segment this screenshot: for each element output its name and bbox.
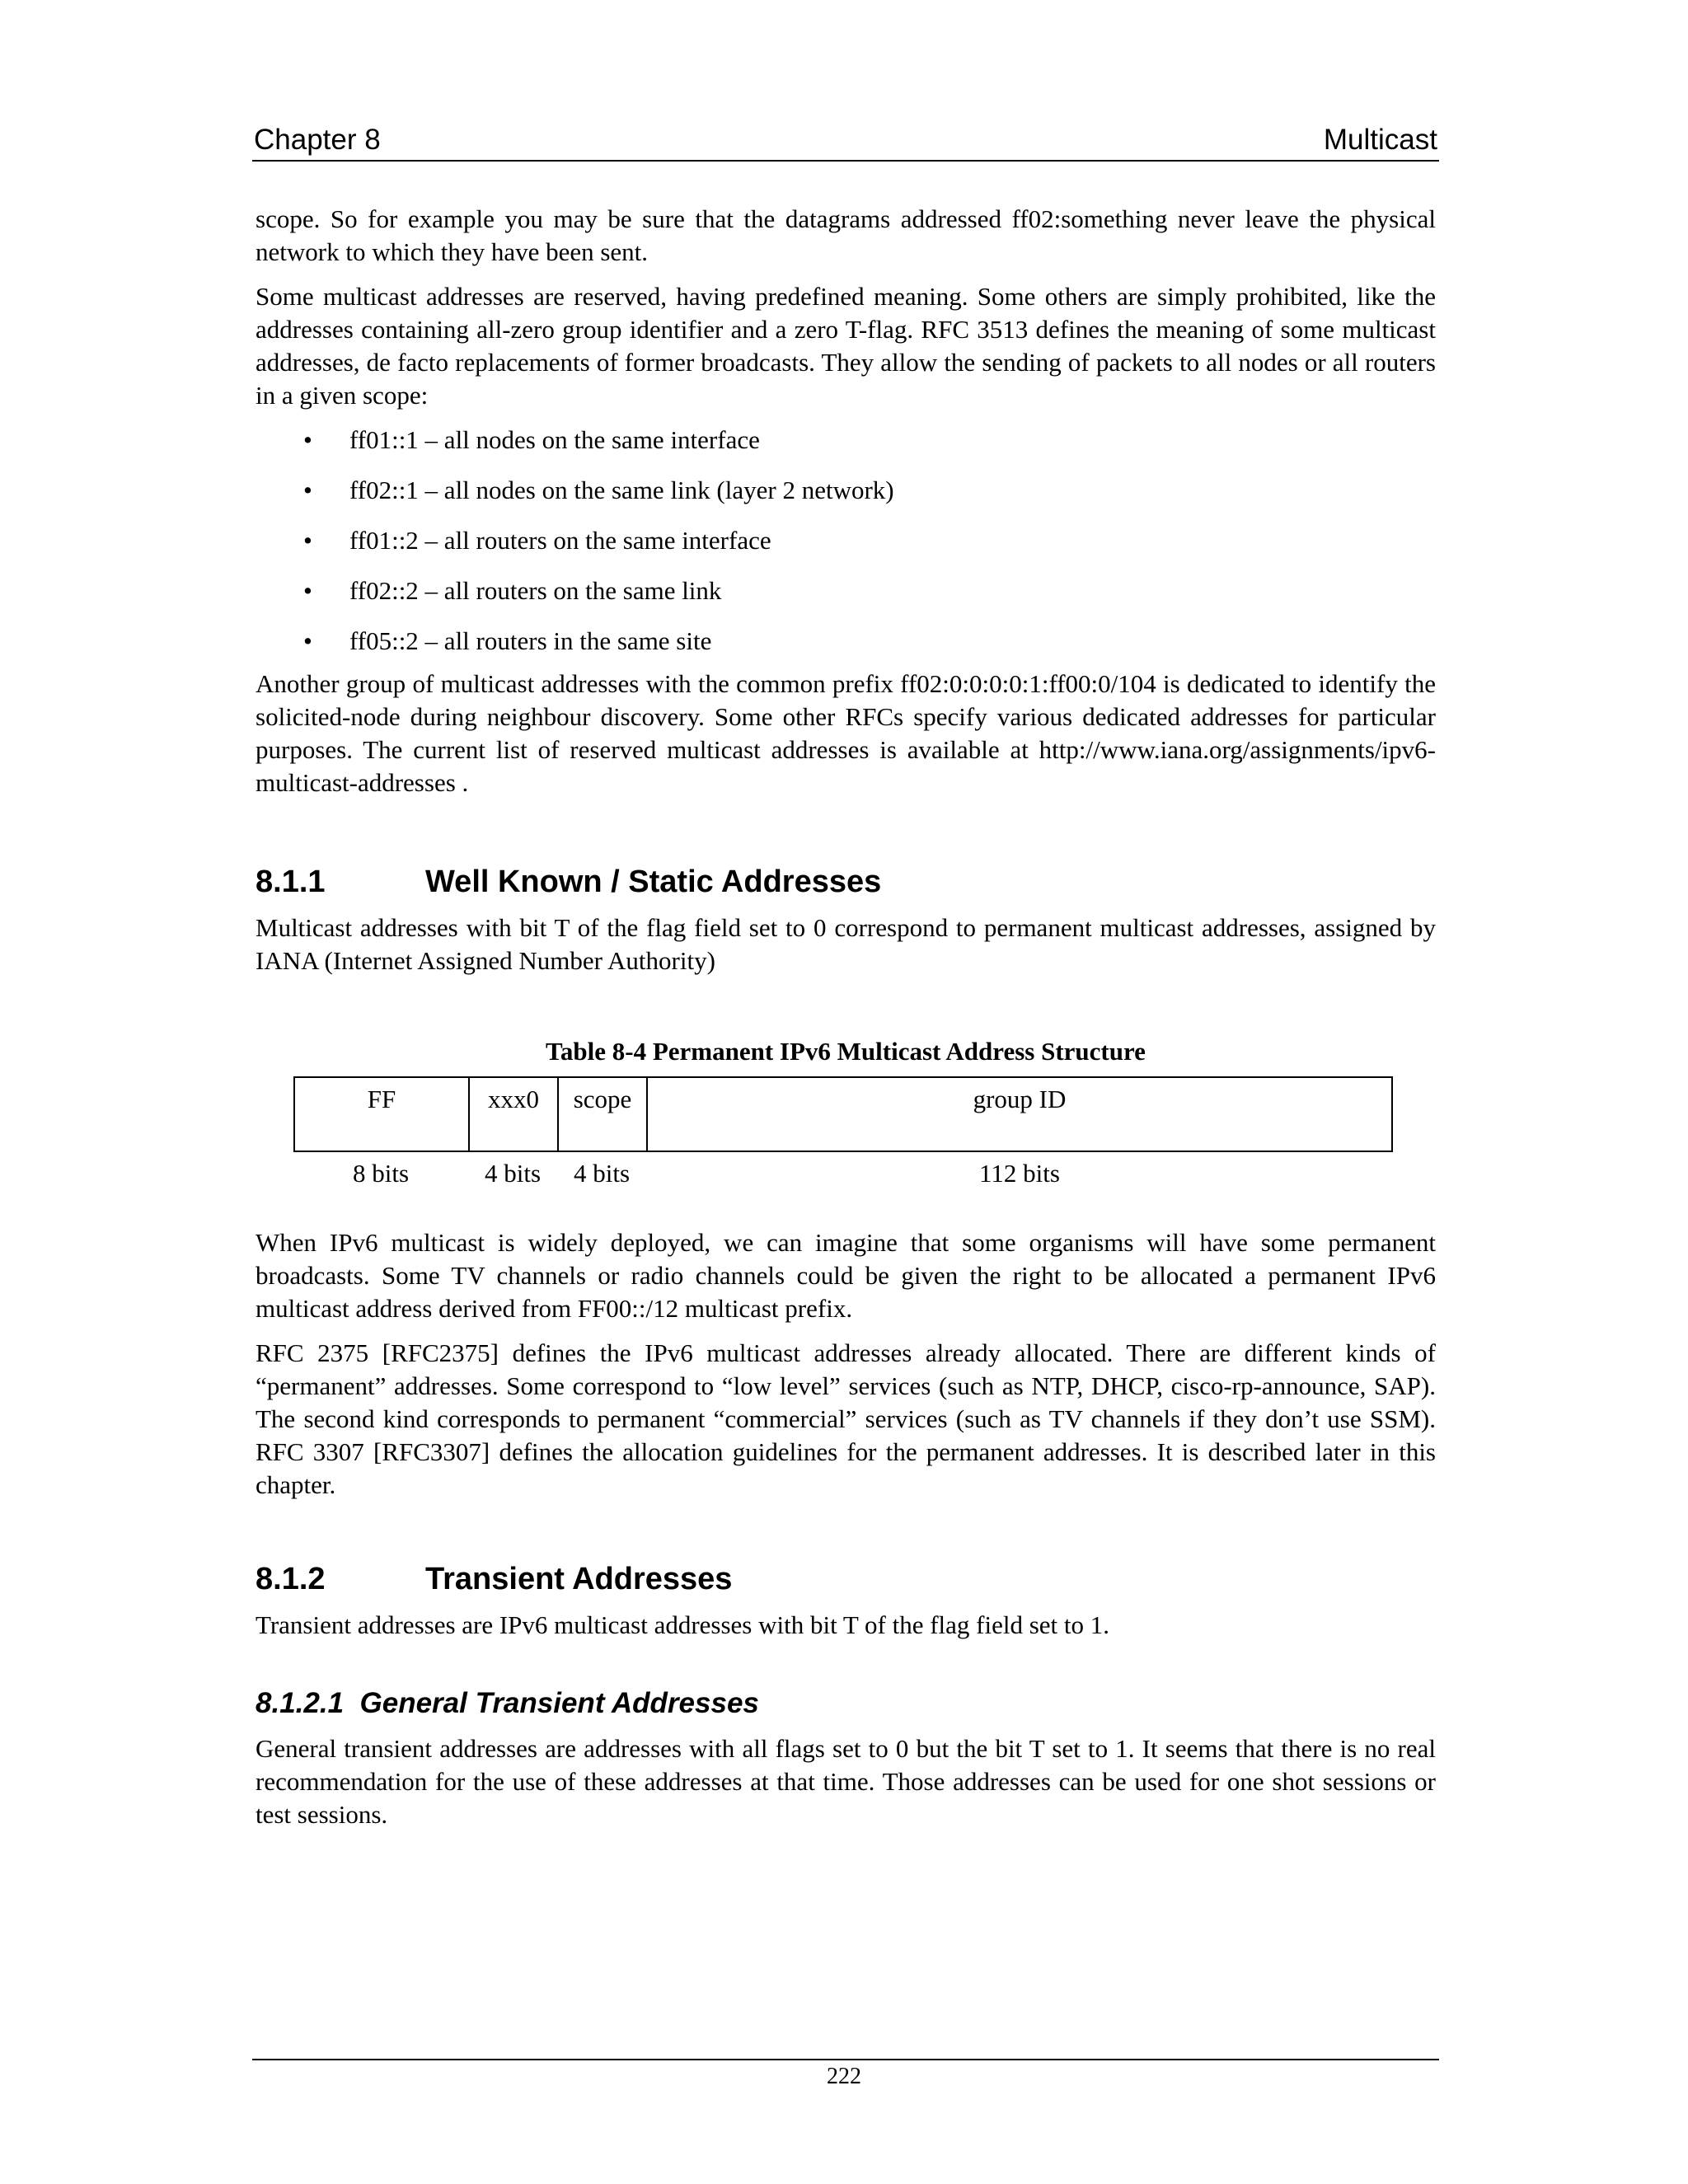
paragraph: Some multicast addresses are reserved, having predefined meaning. Some others are simply prohibited, like the addresses containing all-zero group identifier and a zero T-flag. RFC 3513 defines the meaning of some multicast addresses, de facto replacements of former broadcasts. They allow the sending of packets to all nodes or all routers in a given scope: [256, 282, 1436, 410]
paragraph: Transient addresses are IPv6 multicast addresses with bit T of the flag field set to 1. [256, 1610, 1110, 1639]
list-item [256, 524, 1436, 557]
field-scope: scope [559, 1078, 648, 1151]
field-ff: FF [295, 1078, 470, 1151]
list-item-text: ff01::2 – all routers on the same interface [349, 526, 771, 555]
running-header [252, 122, 1439, 162]
reserved-address-list [256, 424, 1436, 658]
paragraph: scope. So for example you may be sure that the datagrams addressed ff02:something never leave the physical network to which they have been sent. [256, 204, 1436, 266]
paragraph: Multicast addresses with bit T of the flag field set to 0 correspond to permanent multicast addresses, assigned by IANA (Internet Assigned Number Authority) [256, 913, 1436, 975]
footer-rule [252, 2059, 1439, 2060]
list-item-text: ff01::1 – all nodes on the same interface [349, 425, 760, 454]
table-caption: Table 8-4 Permanent IPv6 Multicast Address Structure [546, 1037, 1146, 1066]
address-structure-table [293, 1076, 1393, 1200]
list-item [256, 424, 1436, 457]
field-row [293, 1076, 1393, 1152]
paragraph: When IPv6 multicast is widely deployed, we can imagine that some organisms will have some permanent broadcasts. Some TV channels or radio channels could be given the right to be allocated a permanent IPv6 multicast address derived from FF00::/12 multicast prefix. [256, 1228, 1436, 1323]
section-number: 8.1.1 [256, 865, 326, 899]
section-heading-8-1-2 [256, 1559, 1436, 1599]
section-title: Well Known / Static Addresses [425, 865, 882, 899]
bullet-icon: • [303, 476, 312, 504]
section-heading-8-1-1 [256, 862, 1436, 902]
page-content [256, 203, 1436, 1843]
section-title: Transient Addresses [425, 1562, 733, 1596]
list-item [256, 574, 1436, 607]
paragraph: General transient addresses are addresses with all flags set to 0 but the bit T set to 1. It seems that there is no real recommendation for the use of these addresses at that time. Those addresses can be used for one shot sessions or test sessions. [256, 1734, 1436, 1829]
section-title: General Transient Addresses [359, 1687, 759, 1719]
header-title: Multicast [1323, 124, 1437, 156]
paragraph: RFC 2375 [RFC2375] defines the IPv6 multicast addresses already allocated. There are different kinds of “permanent” addresses. Some correspond to “low level” services (such as NTP, DHCP, cisco-rp-announce, SAP). The second kind corresponds to permanent “commercial” services (such as TV channels if they don’t use SSM). RFC 3307 [RFC3307] defines the allocation guidelines for the permanent addresses. It is described later in this chapter. [256, 1338, 1436, 1499]
field-group-id: group ID [973, 1085, 1067, 1113]
section-number: 8.1.2 [256, 1562, 326, 1596]
section-heading-8-1-2-1 [256, 1685, 1436, 1722]
bullet-icon: • [303, 626, 312, 655]
bullet-icon: • [303, 526, 312, 555]
bullet-icon: • [303, 576, 312, 605]
list-item-text: ff02::1 – all nodes on the same link (layer 2 network) [349, 476, 894, 504]
bits-flags: 4 bits [484, 1159, 542, 1188]
header-chapter: Chapter 8 [254, 124, 381, 156]
bits-scope: 4 bits [573, 1159, 631, 1188]
list-item [256, 625, 1436, 658]
section-number: 8.1.2.1 [256, 1687, 345, 1719]
field-flags: xxx0 [470, 1078, 559, 1151]
list-item [256, 474, 1436, 507]
bits-ff: 8 bits [352, 1159, 410, 1188]
bits-group-id: 112 bits [979, 1159, 1060, 1188]
list-item-text: ff05::2 – all routers in the same site [349, 626, 712, 655]
list-item-text: ff02::2 – all routers on the same link [349, 576, 722, 605]
bits-row [293, 1159, 1393, 1188]
paragraph: Another group of multicast addresses with the common prefix ff02:0:0:0:0:1:ff00:0/104 is dedicated to identify the solicited-node during neighbour discovery. Some other RFCs specify various dedicated addresses for particular purposes. The current list of reserved multicast addresses is available at http://www.iana.org/assignments/ipv6-multicast-addresses . [256, 669, 1436, 797]
bullet-icon: • [303, 425, 312, 454]
page-number: 222 [827, 2064, 861, 2089]
